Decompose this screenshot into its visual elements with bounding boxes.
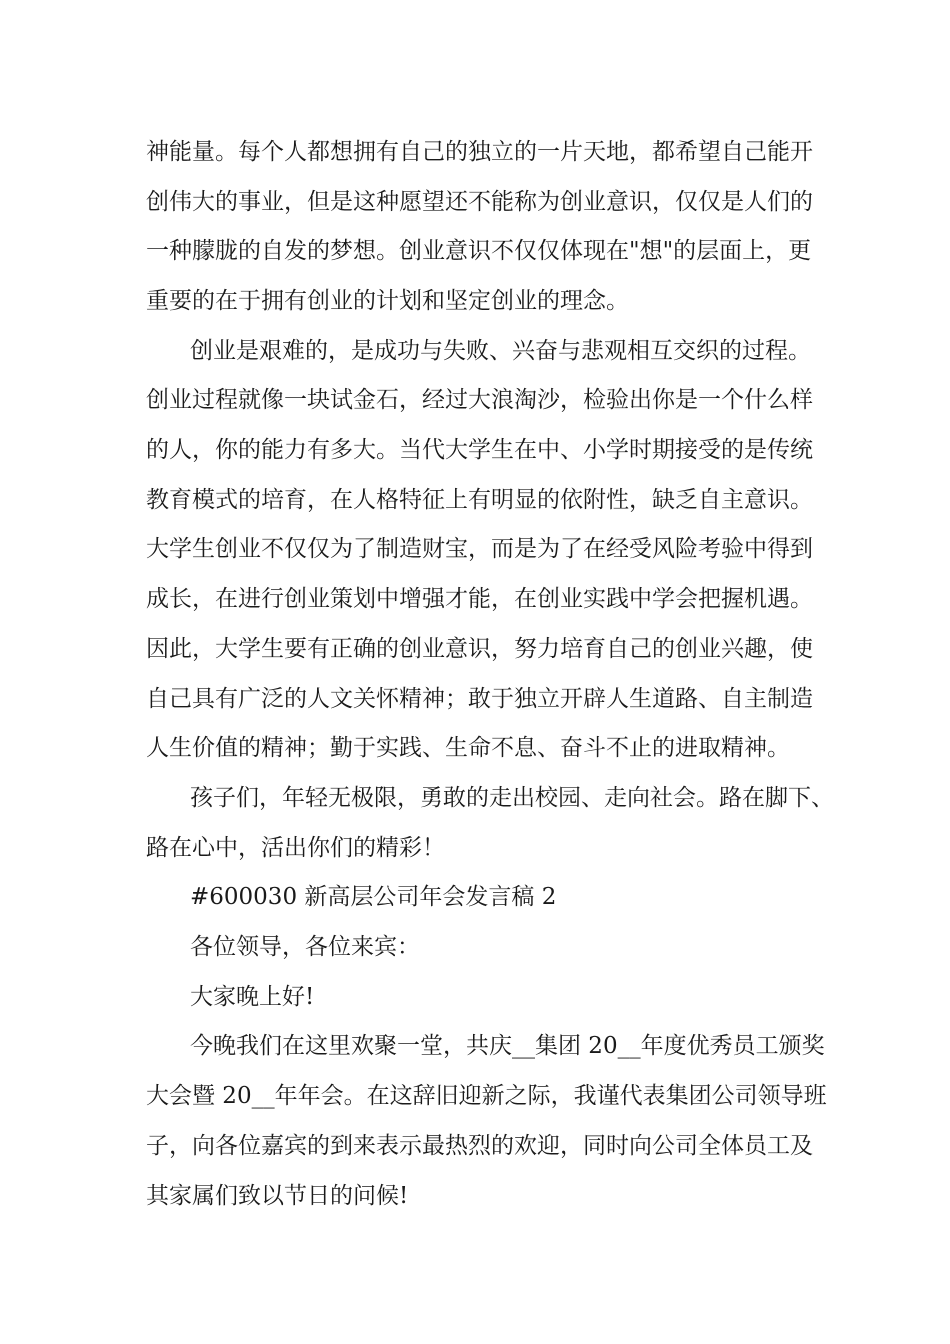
text-line: 大会暨 20__年年会。在这辞旧迎新之际，我谨代表集团公司领导班 bbox=[146, 1083, 827, 1109]
text-line: 其家属们致以节日的问候! bbox=[146, 1183, 409, 1209]
text-line: 因此，大学生要有正确的创业意识，努力培育自己的创业兴趣，使 bbox=[146, 636, 813, 662]
text-line: 人生价值的精神；勤于实践、生命不息、奋斗不止的进取精神。 bbox=[146, 735, 790, 761]
text-line: 创伟大的事业，但是这种愿望还不能称为创业意识，仅仅是人们的 bbox=[146, 189, 813, 215]
text-line: 的人，你的能力有多大。当代大学生在中、小学时期接受的是传统 bbox=[146, 437, 813, 463]
paragraph-first-line: 创业是艰难的，是成功与失败、兴奋与悲观相互交织的过程。 bbox=[190, 338, 811, 364]
paragraph-first-line: 孩子们，年轻无极限，勇敢的走出校园、走向社会。路在脚下、 bbox=[190, 785, 834, 811]
greeting: 大家晚上好! bbox=[190, 984, 315, 1010]
paragraph-first-line: 今晚我们在这里欢聚一堂，共庆__集团 20__年度优秀员工颁奖 bbox=[190, 1033, 825, 1059]
text-line: 一种朦胧的自发的梦想。创业意识不仅仅体现在"想"的层面上，更 bbox=[146, 238, 812, 264]
text-line: 神能量。每个人都想拥有自己的独立的一片天地，都希望自己能开 bbox=[146, 139, 813, 165]
text-line: 重要的在于拥有创业的计划和坚定创业的理念。 bbox=[146, 288, 629, 314]
text-line: 成长，在进行创业策划中增强才能，在创业实践中学会把握机遇。 bbox=[146, 586, 813, 612]
text-line: 子，向各位嘉宾的到来表示最热烈的欢迎，同时向公司全体员工及 bbox=[146, 1133, 813, 1159]
text-line: 自己具有广泛的人文关怀精神；敢于独立开辟人生道路、自主制造 bbox=[146, 686, 813, 712]
text-line: 创业过程就像一块试金石，经过大浪淘沙，检验出你是一个什么样 bbox=[146, 387, 813, 413]
section-heading: #600030 新高层公司年会发言稿 2 bbox=[190, 884, 557, 910]
salutation: 各位领导，各位来宾： bbox=[190, 934, 420, 960]
text-line: 教育模式的培育，在人格特征上有明显的依附性，缺乏自主意识。 bbox=[146, 487, 813, 513]
text-line: 大学生创业不仅仅为了制造财宝，而是为了在经受风险考验中得到 bbox=[146, 536, 813, 562]
text-line: 路在心中，活出你们的精彩！ bbox=[146, 835, 445, 861]
